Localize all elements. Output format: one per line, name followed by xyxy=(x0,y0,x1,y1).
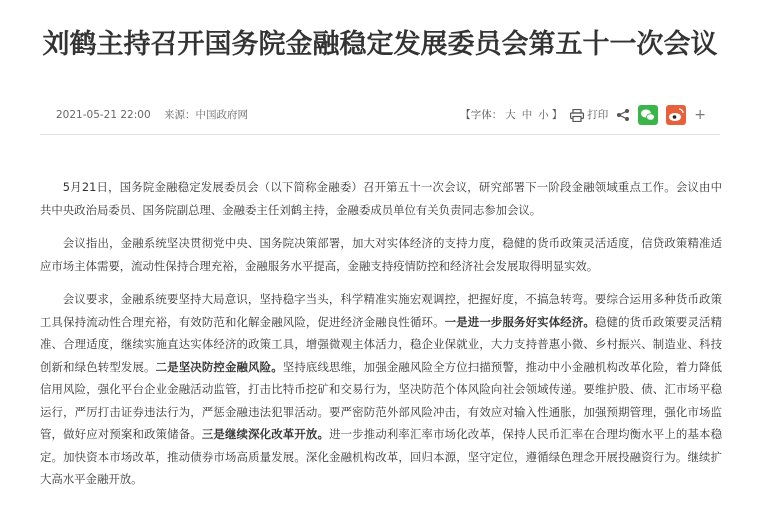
article-meta xyxy=(56,104,706,126)
font-size-switcher xyxy=(460,104,562,126)
font-size-medium[interactable]: 中 xyxy=(521,109,533,121)
font-size-end: 】 xyxy=(551,109,563,121)
paragraph-1: 5月21日，国务院金融稳定发展委员会（以下简称金融委）召开第五十一次会议，研究部署下一阶段金融领域重点工作。会议由中共中央政治局委员、国务院副总理、金融委主任刘鹤主持，金融委成员单位有关负责同志参加会议。 xyxy=(40,180,722,217)
paragraph-3 xyxy=(40,288,722,491)
publish-date: 2021-05-21 22:00 xyxy=(56,109,151,121)
paragraph-3-text-1: 会议要求，金融系统要坚持大局意识，坚持稳字当头，科学精准实施宏观调控，把握好度，不搞急转弯。要综合运用多种货币政策工具保持流动性合理充裕，有效防范和化解金融风险，促进经济金融良性循环。 xyxy=(40,292,722,329)
key-point-2: 二是坚决防控金融风险。 xyxy=(155,359,283,374)
printer-icon xyxy=(570,109,584,122)
share-icon[interactable] xyxy=(616,108,630,122)
source-label: 来源： xyxy=(163,109,196,121)
paragraph-3-text-2: 稳健的货币政策要灵活精准、合理适度，继续实施直达实体经济的政策工具，增强微观主体活力，稳企业保就业，大力支持普惠小微、乡村振兴、制造业、科技创新和绿色转型发展。 xyxy=(40,314,722,374)
font-size-large[interactable]: 大 xyxy=(505,109,516,121)
paragraph-3-text-4: 进一步推动利率汇率市场化改革，保持人民币汇率在合理均衡水平上的基本稳定。加快资本市场改革，推动债券市场高质量发展。深化金融机构改革，回归本源，坚守定位，遵循绿色理念开展投融资行为。继续扩大高水平金融开放。 xyxy=(40,427,722,486)
print-label: 打印 xyxy=(587,109,609,121)
header-divider xyxy=(40,134,720,135)
article-title: 刘鹤主持召开国务院金融稳定发展委员会第五十一次会议 xyxy=(42,29,718,61)
wechat-icon[interactable] xyxy=(638,105,658,125)
weibo-icon[interactable] xyxy=(666,105,686,125)
font-size-small[interactable]: 小 xyxy=(538,109,549,121)
key-point-1: 一是进一步服务好实体经济。 xyxy=(444,314,595,329)
plus-icon[interactable]: + xyxy=(694,107,706,123)
key-point-3: 三是继续深化改革开放。 xyxy=(201,427,330,441)
font-size-label: 【字体： xyxy=(460,109,503,121)
paragraph-3-text-3: 坚持底线思维，加强金融风险全方位扫描预警，推动中小金融机构改革化险，着力降低信用风险，强化平台企业金融活动监管，打击比特币挖矿和交易行为，坚决防范个体风险向社会领域传递。要维护股、债、汇市场平稳运行，严厉打击证券违法行为，严惩金融违法犯罪活动。要严密防范外部风险冲击，有效应对输入性通胀，加强预期管理，强化市场监管，做好应对预案和政策储备。 xyxy=(40,359,722,441)
source-name: 中国政府网 xyxy=(195,109,248,121)
paragraph-2: 会议指出，金融系统坚决贯彻党中央、国务院决策部署，加大对实体经济的支持力度，稳健的货币政策灵活适度，信贷政策精准适应市场主体需要，流动性保持合理充裕，金融服务水平提高，金融支持疫情防控和经济社会发展取得明显实效。 xyxy=(40,236,722,273)
meta-tools xyxy=(460,104,706,126)
print-button[interactable] xyxy=(570,104,608,126)
article-body xyxy=(40,176,722,502)
source-info xyxy=(164,109,248,121)
